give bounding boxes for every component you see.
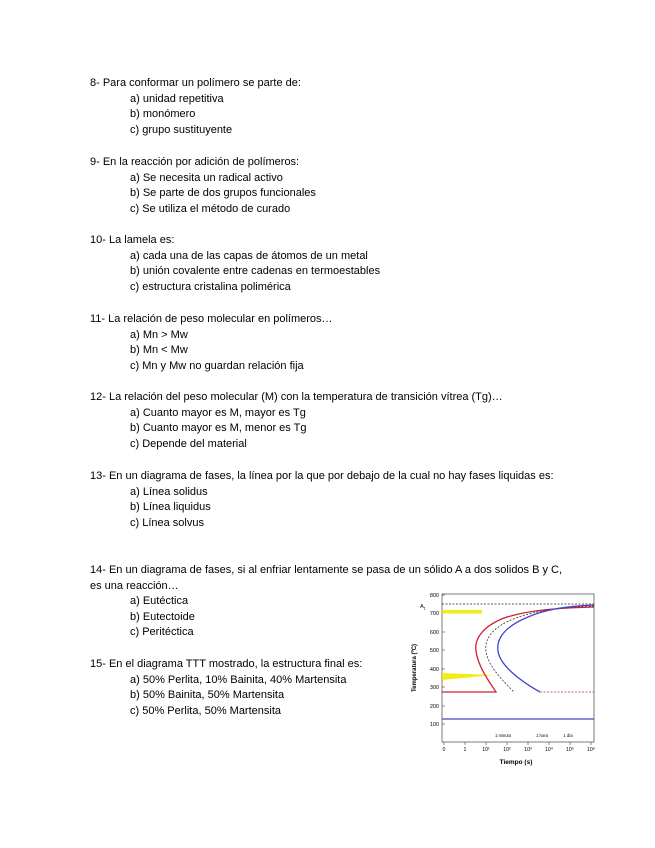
x-tick-labels (443, 747, 595, 753)
time-labels (495, 733, 573, 738)
y-tick-label: 500 (429, 648, 439, 654)
question-stem: 14- En un diagrama de fases, si al enfriar lentamente se pasa de un sólido A a dos solidos B y C, es una reacción… (90, 564, 563, 592)
option-c: c) grupo sustituyente (130, 123, 233, 136)
x-tick-label: 0 (442, 747, 446, 753)
x-tick-label: 10⁴ (545, 747, 553, 753)
option-a: a) unidad repetitiva (130, 92, 224, 105)
option-b: b) 50% Bainita, 50% Martensita (130, 689, 285, 702)
y-tick-label: 800 (429, 593, 439, 599)
time-label: 1 hora (536, 733, 548, 738)
question-10 (90, 233, 570, 295)
y-tick-label: 200 (429, 704, 439, 710)
option-c: c) estructura cristalina polimérica (130, 280, 291, 293)
option-a: a) Cuanto mayor es M, mayor es Tg (130, 406, 306, 419)
x-ticks (444, 742, 591, 745)
option-b: b) Se parte de dos grupos funcionales (130, 187, 316, 200)
question-stem: 13- En un diagrama de fases, la línea por la que por debajo de la cual no hay fases liquidas es: (90, 470, 554, 482)
start-curve (442, 607, 594, 692)
ttt-diagram (408, 588, 604, 768)
question-13 (90, 469, 570, 531)
y-tick-label: 100 (429, 722, 439, 728)
a1-label: $A_1$ (420, 604, 426, 611)
option-a: a) Línea solidus (130, 485, 208, 498)
y-tick-labels (430, 593, 439, 728)
x-tick-label: 1 (463, 747, 467, 753)
option-b: b) Cuanto mayor es M, menor es Tg (130, 422, 307, 435)
y-axis-label: Temperatura (ºC) (412, 643, 418, 693)
time-label: 1 día (563, 733, 573, 738)
question-stem: 9- En la reacción por adición de polímeros: (90, 156, 300, 168)
x-tick-label: 10⁶ (587, 747, 595, 753)
question-stem: 11- La relación de peso molecular en polímeros… (90, 313, 333, 325)
x-tick-label: 10² (503, 747, 511, 753)
option-c: c) Mn y Mw no guardan relación fija (130, 359, 304, 372)
option-b: b) monómero (130, 108, 196, 121)
y-ticks (442, 595, 445, 724)
y-tick-label: 700 (429, 611, 439, 617)
question-stem: 8- Para conformar un polímero se parte de: (90, 77, 301, 89)
plot-frame (442, 594, 594, 742)
option-b: b) Mn < Mw (130, 344, 188, 357)
y-tick-label: 400 (429, 667, 439, 673)
option-b: b) Eutectoide (130, 610, 195, 623)
option-c: c) Peritéctica (130, 626, 194, 639)
option-b: b) unión covalente entre cadenas en termoestables (130, 265, 381, 278)
end-curve (498, 605, 594, 692)
y-tick-label: 600 (429, 630, 439, 636)
x-tick-label: 10⁵ (566, 747, 574, 753)
question-stem: 12- La relación del peso molecular (M) con la temperatura de transición vítrea (Tg)… (90, 391, 503, 403)
option-c: c) 50% Perlita, 50% Martensita (130, 704, 282, 717)
option-c: c) Línea solvus (130, 516, 204, 529)
question-12 (90, 390, 570, 452)
option-a: a) cada una de las capas de átomos de un metal (130, 249, 368, 262)
x-tick-label: 10¹ (482, 747, 490, 753)
y-tick-label: 300 (429, 685, 439, 691)
time-label: 1 minuto (494, 733, 512, 738)
option-a: a) Mn > Mw (130, 328, 188, 341)
option-a: a) Se necesita un radical activo (130, 171, 283, 184)
option-a: a) Eutéctica (130, 595, 189, 608)
question-stem: 10- La lamela es: (90, 234, 175, 246)
highlight-upper (442, 610, 482, 614)
x-axis-label: Tiempo (s) (499, 759, 533, 766)
ttt-diagram-svg (408, 588, 604, 768)
option-b: b) Línea liquidus (130, 501, 211, 514)
option-c: c) Se utiliza el método de curado (130, 202, 291, 215)
question-8 (90, 76, 570, 138)
question-9 (90, 155, 570, 217)
question-stem: 15- En el diagrama TTT mostrado, la estructura final es: (90, 658, 363, 670)
option-c: c) Depende del material (130, 437, 247, 450)
x-tick-label: 10³ (524, 747, 532, 753)
option-a: a) 50% Perlita, 10% Bainita, 40% Martensita (130, 673, 347, 686)
question-11 (90, 312, 570, 374)
